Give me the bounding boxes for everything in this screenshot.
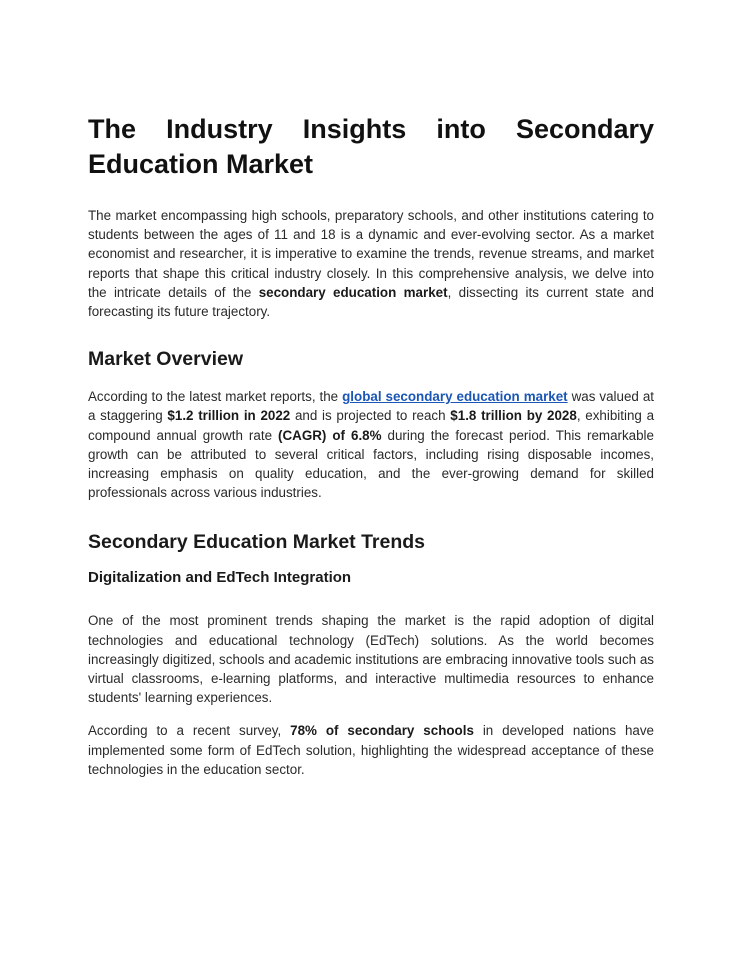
digitalization-subheading: Digitalization and EdTech Integration bbox=[88, 569, 352, 587]
market-overview-paragraph bbox=[88, 387, 654, 502]
survey-text-2: in developed nations have implemented some form of EdTech solution, highlighting the widespread acceptance of these technologies in the education sector. bbox=[88, 723, 655, 777]
overview-bold-value-2028: $1.8 trillion by 2028 bbox=[450, 408, 577, 424]
intro-paragraph bbox=[88, 206, 654, 321]
overview-text-4: , exhibiting a compound annual growth rate bbox=[88, 408, 655, 443]
market-trends-heading: Secondary Education Market Trends bbox=[88, 531, 426, 554]
market-overview-heading: Market Overview bbox=[88, 348, 244, 371]
digitalization-paragraph: One of the most prominent trends shaping the market is the rapid adoption of digital technologies and educational technology (EdTech) solutions. As the world becomes increasingly digitized, schools and academic institutions are embracing innovative tools such as virtual classrooms, e-learning platforms, and interactive multimedia resources to enhance students' learning experiences. bbox=[88, 613, 654, 706]
global-secondary-education-market-link[interactable]: global secondary education market bbox=[342, 389, 568, 405]
overview-text-1: According to the latest market reports, the bbox=[88, 389, 343, 405]
document-page bbox=[88, 112, 654, 779]
intro-text-2: , dissecting its current state and forecasting its future trajectory. bbox=[88, 284, 654, 320]
survey-text-1: According to a recent survey, bbox=[88, 723, 291, 739]
survey-paragraph bbox=[88, 721, 654, 779]
survey-bold-stat: 78% of secondary schools bbox=[290, 723, 474, 739]
page-title: The Industry Insights into Secondary Education Market bbox=[88, 114, 654, 179]
overview-bold-cagr: (CAGR) of 6.8% bbox=[278, 427, 382, 443]
intro-bold-keyword: secondary education market bbox=[258, 284, 448, 300]
overview-text-3: and is projected to reach bbox=[290, 408, 451, 424]
overview-text-2: was valued at a staggering bbox=[88, 389, 655, 424]
intro-text-1: The market encompassing high schools, preparatory schools, and other institutions catering to students between the ages of 11 and 18 is a dynamic and ever-evolving sector. As a market economist and researcher, it is imperative to examine the trends, revenue streams, and market reports that shape this critical industry closely. In this comprehensive analysis, we delve into the intricate details of the bbox=[88, 208, 654, 300]
overview-bold-value-2022: $1.2 trillion in 2022 bbox=[167, 408, 291, 424]
overview-text-5: during the forecast period. This remarkable growth can be attributed to several critical factors, including rising disposable incomes, increasing emphasis on quality education, and the ever-growing demand for skilled professionals across various industries. bbox=[88, 427, 654, 501]
